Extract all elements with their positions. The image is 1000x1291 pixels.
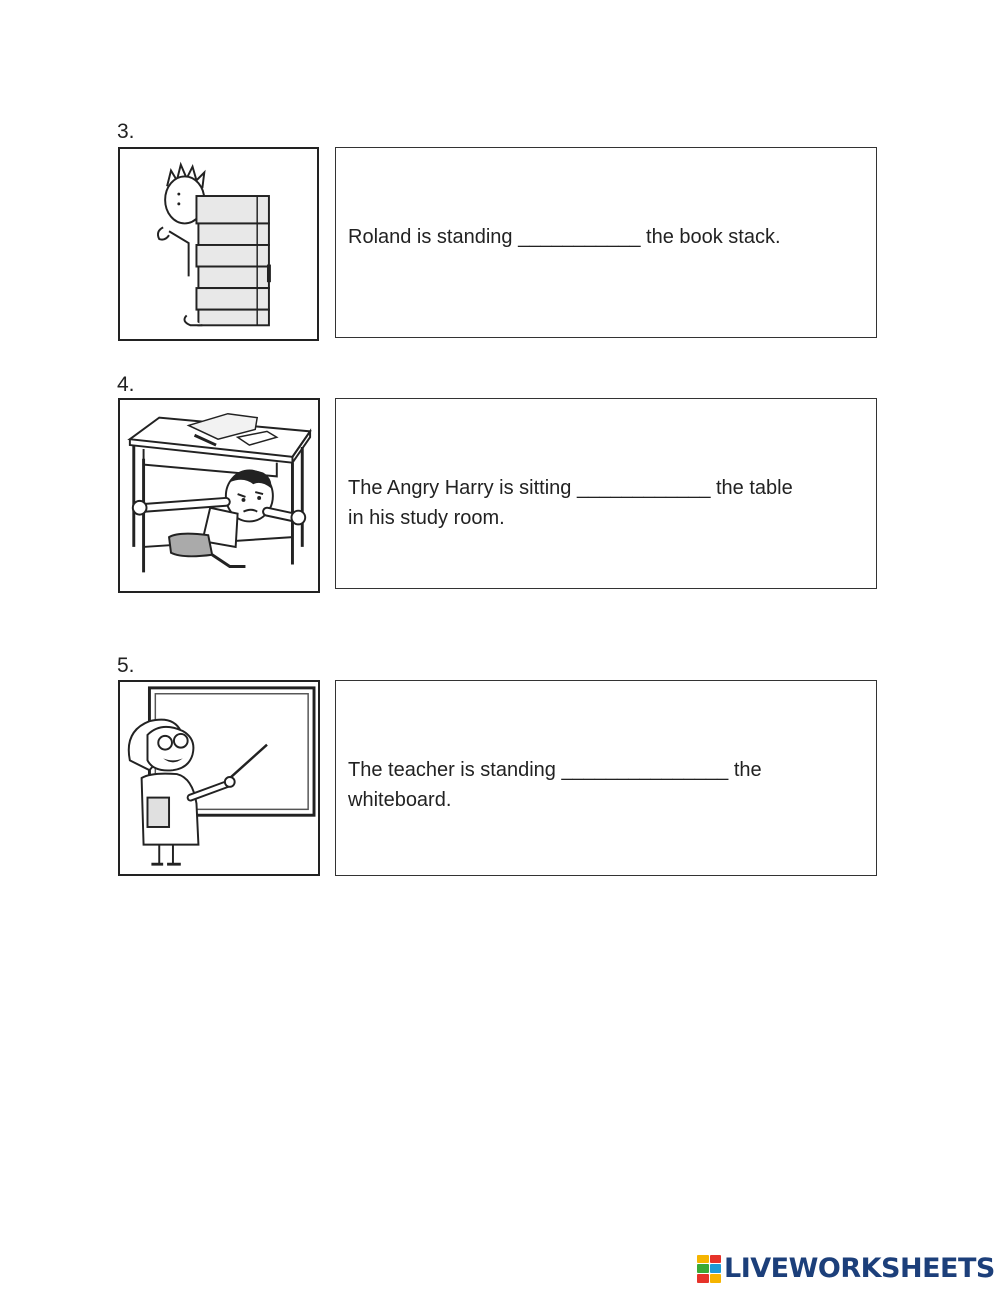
teacher-at-whiteboard-illustration bbox=[118, 680, 320, 876]
question-3-sentence-line-1: Roland is standing ___________ the book stack. bbox=[348, 226, 781, 248]
question-5-sentence-line-2: whiteboard. bbox=[348, 789, 452, 811]
question-5-text-box bbox=[335, 680, 877, 876]
boy-behind-books-icon bbox=[120, 149, 317, 339]
question-number-5: 5. bbox=[117, 654, 135, 677]
logo-blocks-icon bbox=[697, 1255, 721, 1283]
logo-text: LIVEWORKSHEETS bbox=[724, 1253, 995, 1284]
question-number-3: 3. bbox=[117, 120, 135, 143]
question-4-text-box bbox=[335, 398, 877, 589]
boy-under-table-icon bbox=[120, 400, 318, 591]
question-5-sentence-line-1: The teacher is standing _______________ the bbox=[348, 759, 762, 781]
question-3-text-box bbox=[335, 147, 877, 338]
boy-behind-books-illustration bbox=[118, 147, 319, 341]
question-number-4: 4. bbox=[117, 373, 135, 396]
question-4-sentence-line-1: The Angry Harry is sitting ____________ the table bbox=[348, 477, 793, 499]
boy-under-table-illustration bbox=[118, 398, 320, 593]
question-4-sentence-line-2: in his study room. bbox=[348, 507, 505, 529]
liveworksheets-logo bbox=[697, 1253, 995, 1284]
teacher-at-whiteboard-icon bbox=[120, 682, 318, 874]
